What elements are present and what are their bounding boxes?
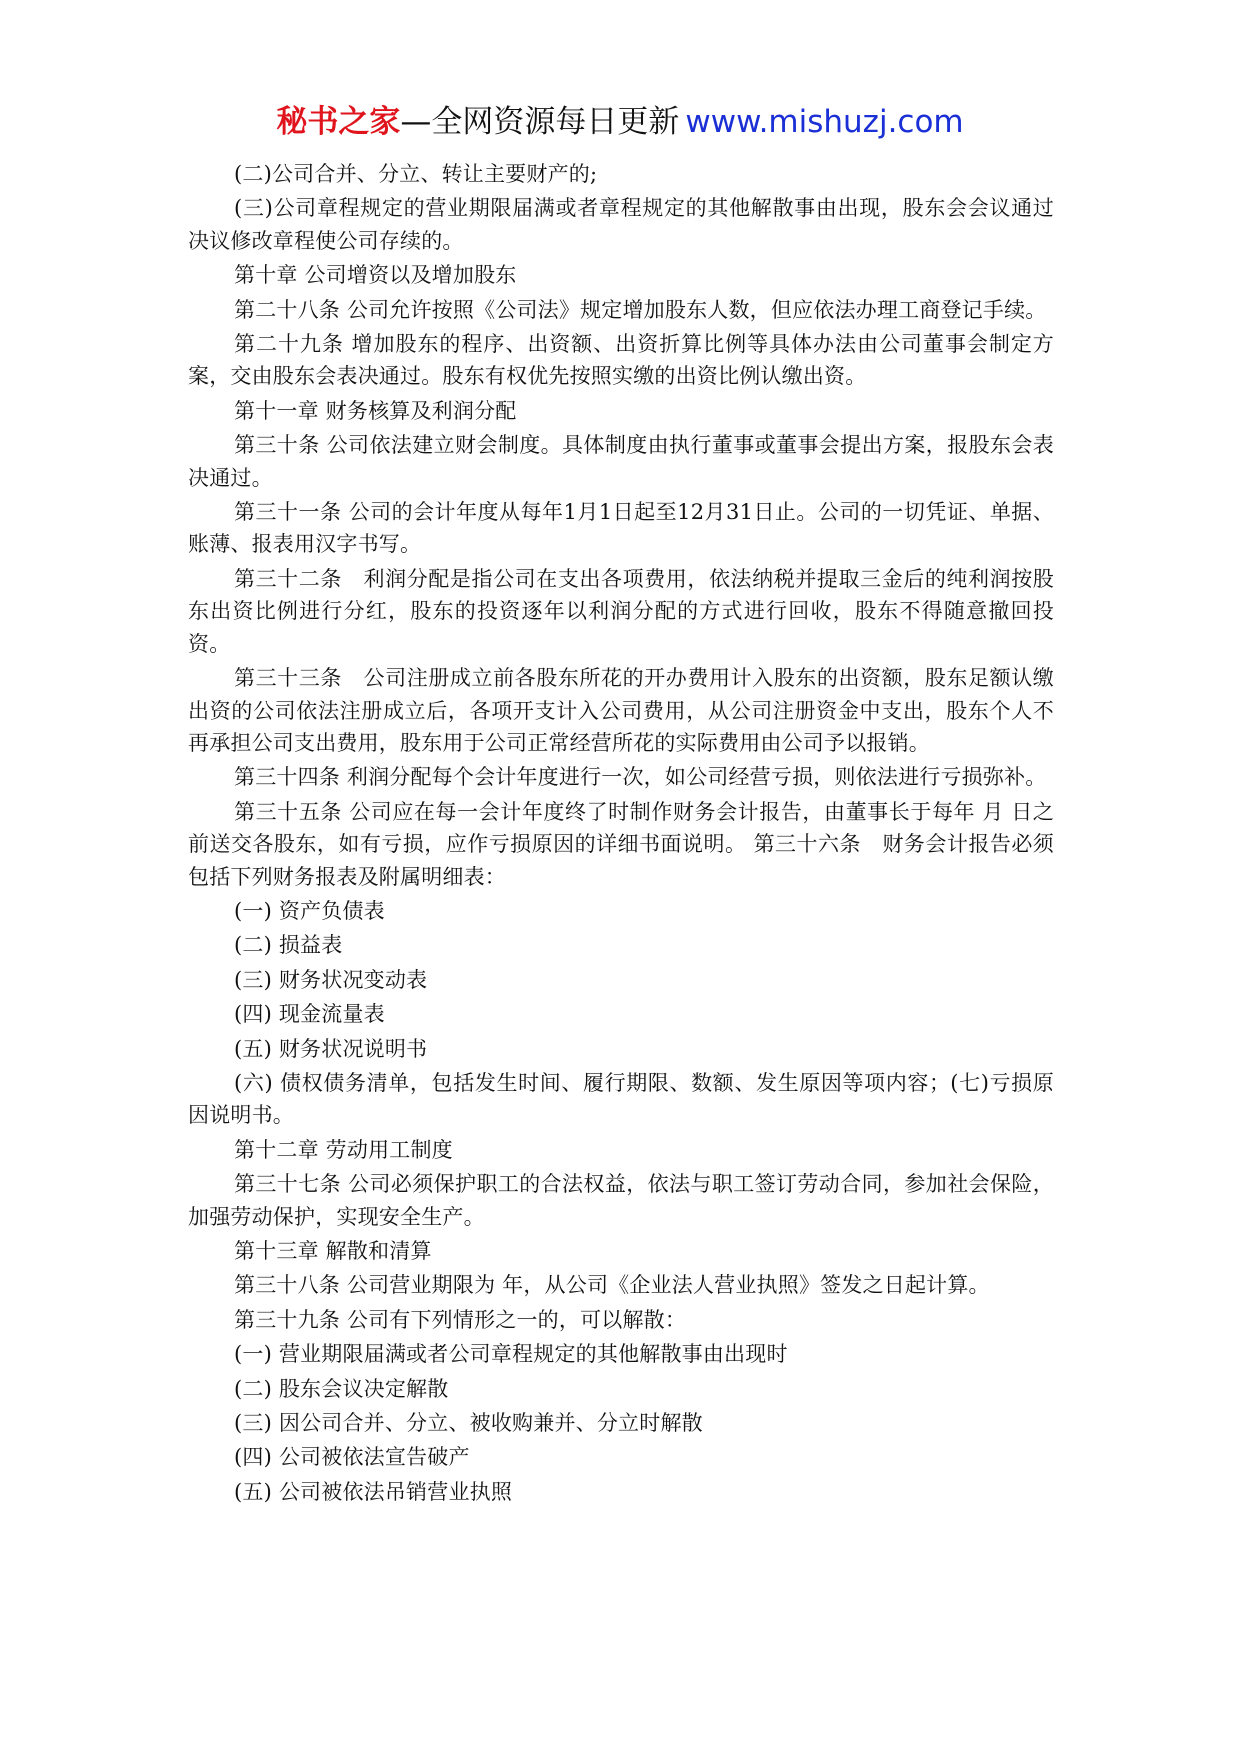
list-item: (三) 因公司合并、分立、被收购兼并、分立时解散 [234,1411,703,1436]
clause-paragraph: 第三十七条 公司必须保护职工的合法权益，依法与职工签订劳动合同，参加社会保险，加强劳动保护，实现安全生产。 [188,1172,1054,1229]
clause-paragraph: 第二十九条 增加股东的程序、出资额、出资折算比例等具体办法由公司董事会制定方案，交由股东会表决通过。股东有权优先按照实缴的出资比例认缴出资。 [188,332,1054,389]
list-item: (二) 股东会议决定解散 [234,1376,449,1401]
chapter-heading: 第十三章 解散和清算 [234,1239,432,1263]
list-item: (四) 公司被依法宣告破产 [234,1445,470,1470]
list-item: (六) 债权债务清单，包括发生时间、履行期限、数额、发生原因等项内容；(七)亏损原因说明书。 [188,1070,1054,1128]
chapter-heading: 第十二章 劳动用工制度 [234,1137,453,1162]
brand-name: 秘书之家 [276,104,401,140]
list-item: (二) 损益表 [234,933,343,958]
header-slogan: —全网资源每日更新 [400,104,680,140]
clause-paragraph: 第三十条 公司依法建立财会制度。具体制度由执行董事或董事会提出方案，报股东会表决通过。 [188,433,1054,490]
list-item: (五) 财务状况说明书 [234,1036,428,1061]
clause-paragraph: 第三十二条 利润分配是指公司在支出各项费用，依法纳税并提取三金后的纯利润按股东出资比例进行分红，股东的投资逐年以利润分配的方式进行回收，股东不得随意撤回投资。 [188,566,1054,656]
clause-paragraph: (二)公司合并、分立、转让主要财产的; [234,162,598,186]
chapter-heading: 第十章 公司增资以及增加股东 [234,263,517,288]
clause-paragraph: (三)公司章程规定的营业期限届满或者章程规定的其他解散事由出现，股东会会议通过决议修改章程使公司存续的。 [188,196,1054,253]
list-item: (四) 现金流量表 [234,1002,385,1027]
list-item: (一) 资产负债表 [234,898,385,923]
site-url: www.mishuzj.com [685,104,964,140]
clause-paragraph: 第二十八条 公司允许按照《公司法》规定增加股东人数，但应依法办理工商登记手续。 [234,297,1047,322]
clause-paragraph: 第三十三条 公司注册成立前各股东所花的开办费用计入股东的出资额，股东足额认缴出资的公司依法注册成立后，各项开支计入公司费用，从公司注册资金中支出，股东个人不再承担公司支出费用，股东用于公司正常经营所花的实际费用由公司予以报销。 [188,666,1054,755]
list-item: (五) 公司被依法吊销营业执照 [234,1479,513,1504]
clause-paragraph: 第三十五条 公司应在每一会计年度终了时制作财务会计报告，由董事长于每年 月 日之前送交各股东，如有亏损，应作亏损原因的详细书面说明。 第三十六条 财务会计报告必须包括下列财务报表及附属明细表： [188,799,1054,889]
document-body [188,158,1054,1510]
clause-paragraph: 第三十九条 公司有下列情形之一的，可以解散： [234,1307,687,1332]
list-item: (三) 财务状况变动表 [234,967,428,992]
chapter-heading: 第十一章 财务核算及利润分配 [234,398,517,423]
clause-paragraph: 第三十四条 利润分配每个会计年度进行一次，如公司经营亏损，则依法进行亏损弥补。 [234,765,1047,790]
clause-paragraph: 第三十一条 公司的会计年度从每年1月1日起至12月31日止。公司的一切凭证、单据、账薄、报表用汉字书写。 [188,500,1054,557]
site-header [0,102,1240,142]
list-item: (一) 营业期限届满或者公司章程规定的其他解散事由出现时 [234,1342,788,1367]
clause-paragraph: 第三十八条 公司营业期限为 年，从公司《企业法人营业执照》签发之日起计算。 [234,1273,990,1298]
